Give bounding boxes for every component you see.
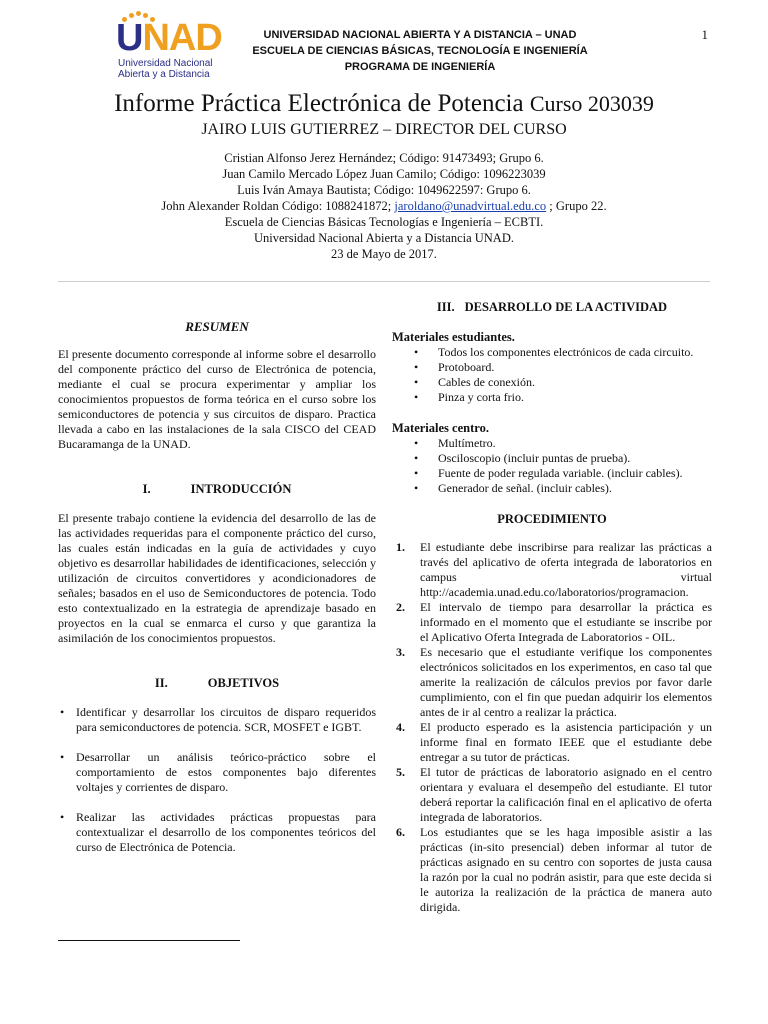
author-text: ; Grupo 22. bbox=[546, 199, 607, 213]
step-number: 1. bbox=[396, 540, 405, 554]
list-item: • Generador de señal. (incluir cables). bbox=[392, 481, 712, 496]
materiales-estudiantes-list bbox=[392, 345, 712, 405]
step-number: 6. bbox=[396, 825, 405, 839]
step-number: 5. bbox=[396, 765, 405, 779]
school-line: Escuela de Ciencias Básicas Tecnologías e Ingeniería – ECBTI. bbox=[224, 215, 544, 229]
list-item bbox=[392, 645, 712, 720]
header-school: ESCUELA DE CIENCIAS BÁSICAS, TECNOLOGÍA E INGENIERÍA bbox=[252, 45, 588, 57]
university-line: Universidad Nacional Abierta y a Distancia UNAD. bbox=[254, 231, 514, 245]
logo-wordmark: UNAD bbox=[116, 17, 222, 59]
author-line bbox=[0, 198, 768, 214]
list-item bbox=[392, 600, 712, 645]
list-item bbox=[392, 720, 712, 765]
list-item: • Protoboard. bbox=[392, 360, 712, 375]
section-heading-objetivos bbox=[58, 676, 376, 691]
section-number: I. bbox=[142, 482, 151, 496]
author-line: Luis Iván Amaya Bautista; Código: 1049622597: Grupo 6. bbox=[237, 183, 531, 197]
right-column bbox=[392, 300, 712, 915]
section-title: OBJETIVOS bbox=[207, 676, 280, 690]
step-text: El estudiante debe inscribirse para realizar las prácticas a través del aplicativo de oferta integrada de laboratorios en campus virtual http://academia.unad.edu.co/laboratorios/programacion. bbox=[420, 540, 712, 599]
divider bbox=[58, 281, 710, 282]
author-text: John Alexander Roldan Código: 1088241872; bbox=[161, 199, 395, 213]
section-title: INTRODUCCIÓN bbox=[190, 482, 292, 496]
step-text: El intervalo de tiempo para desarrollar la práctica es informado en el momento que el estudiante se inscribe por el Aplicativo Oferta Integrada de Laboratorios - OIL. bbox=[420, 600, 712, 644]
list-item: • Fuente de poder regulada variable. (incluir cables). bbox=[392, 466, 712, 481]
list-item: • Pinza y corta frio. bbox=[392, 390, 712, 405]
authors-block bbox=[0, 150, 768, 262]
materiales-centro-list bbox=[392, 436, 712, 496]
list-item: • Cables de conexión. bbox=[392, 375, 712, 390]
title-course: Curso 203039 bbox=[529, 91, 654, 116]
materiales-estudiantes-heading: Materiales estudiantes. bbox=[392, 330, 515, 344]
materiales-centro-heading: Materiales centro. bbox=[392, 421, 489, 435]
step-text: Los estudiantes que se les haga imposible asistir a las prácticas (in-sito presencial) deben informar al tutor de prácticas asignado en su centro con soportes de justa causa la razón por la cual no podrán asistir, para que este decida si le autoriza la realización de la práctica de manera auto dirigida. bbox=[420, 825, 712, 914]
logo-subtitle-1: Universidad Nacional bbox=[118, 58, 213, 69]
step-number: 2. bbox=[396, 600, 405, 614]
list-item: • Realizar las actividades prácticas propuestas para contextualizar el desarrollo de los componentes teóricos del curso de Electrónica de Potencia. bbox=[58, 810, 376, 855]
footnote-rule bbox=[58, 940, 240, 941]
intro-text: El presente trabajo contiene la evidencia del desarrollo de las de las actividades requeridas para el componente práctico del curso, las cuales están indicadas en la guía de actividades y cuyo objetivo es desarrollar habilidades de identificaciones, selección y utilización de circuitos convertidores y acondicionadores de señales; basados en el uso de Semiconductores de potencia. Todo esto contextualizado en la estrategia de aprendizaje basado en proyectos en la cual se enmarca el curso y que garantiza la asimilación de los conocimientos propuestos. bbox=[58, 511, 376, 645]
document-title bbox=[0, 86, 768, 122]
resumen-text: El presente documento corresponde al informe sobre el desarrollo del componente práctico del curso de Electrónica de potencia, mediante el cual se procura experimentar y ampliar los conocimientos propuestos de forma teórica en el curso sobre los semiconductores de potencia y sus circuitos de disparo. Practica llevada a cabo en las instalaciones de la sala CISCO del CEAD Bucaramanga de la UNAD. bbox=[58, 347, 376, 451]
step-text: El tutor de prácticas de laboratorio asignado en el centro orientara y evaluara el desempeño del estudiante. El tutor deberá reportar la calificación final en el aplicativo de oferta integrada de laboratorios. bbox=[420, 765, 712, 824]
procedimiento-list bbox=[392, 540, 712, 915]
course-director: JAIRO LUIS GUTIERREZ – DIRECTOR DEL CURSO bbox=[201, 121, 567, 138]
logo-subtitle-2: Abierta y a Distancia bbox=[118, 69, 210, 80]
list-item bbox=[392, 765, 712, 825]
left-column bbox=[58, 306, 376, 870]
list-item: • Identificar y desarrollar los circuitos de disparo requeridos para semiconductores de potencia. SCR, MOSFET e IGBT. bbox=[58, 705, 376, 735]
list-item bbox=[392, 825, 712, 915]
step-number: 4. bbox=[396, 720, 405, 734]
list-item: • Osciloscopio (incluir puntas de prueba). bbox=[392, 451, 712, 466]
list-item: • Multímetro. bbox=[392, 436, 712, 451]
list-item: • Desarrollar un análisis teórico-práctico sobre el comportamiento de estos componentes bajo diferentes voltajes y corrientes de disparo. bbox=[58, 750, 376, 795]
list-item: • Todos los componentes electrónicos de cada circuito. bbox=[392, 345, 712, 360]
page-number: 1 bbox=[701, 27, 708, 42]
step-number: 3. bbox=[396, 645, 405, 659]
header-program: PROGRAMA DE INGENIERÍA bbox=[344, 61, 496, 73]
title-main: Informe Práctica Electrónica de Potencia bbox=[114, 90, 524, 117]
section-heading-intro bbox=[58, 482, 376, 497]
header-university: UNIVERSIDAD NACIONAL ABIERTA Y A DISTANCIA – UNAD bbox=[263, 29, 577, 41]
resumen-heading: RESUMEN bbox=[185, 319, 249, 334]
author-line: Cristian Alfonso Jerez Hernández; Código: 91473493; Grupo 6. bbox=[224, 151, 544, 165]
list-item bbox=[392, 540, 712, 600]
section-title: DESARROLLO DE LA ACTIVIDAD bbox=[464, 300, 668, 314]
section-heading-desarrollo bbox=[392, 300, 712, 315]
procedimiento-heading: PROCEDIMIENTO bbox=[497, 512, 607, 526]
step-text: Es necesario que el estudiante verifique los componentes electrónicos solicitados en los experimentos, en caso tal que amerite la realización de cálculos previos por favor darle cumplimiento, con el fin que puedan adquirir los elementos antes de ir al centro a realizar la práctica. bbox=[420, 645, 712, 719]
section-number: III. bbox=[436, 300, 455, 314]
author-line: Juan Camilo Mercado López Juan Camilo; Código: 1096223039 bbox=[222, 167, 546, 181]
section-number: II. bbox=[154, 676, 168, 690]
author-email-link[interactable]: jaroldano@unadvirtual.edu.co bbox=[394, 199, 547, 213]
date-line: 23 de Mayo de 2017. bbox=[331, 247, 437, 261]
step-text: El producto esperado es la asistencia participación y un informe final en formato IEEE que el estudiante debe entregar a su tutor de prácticas. bbox=[420, 720, 712, 764]
objetivos-list bbox=[58, 705, 376, 855]
